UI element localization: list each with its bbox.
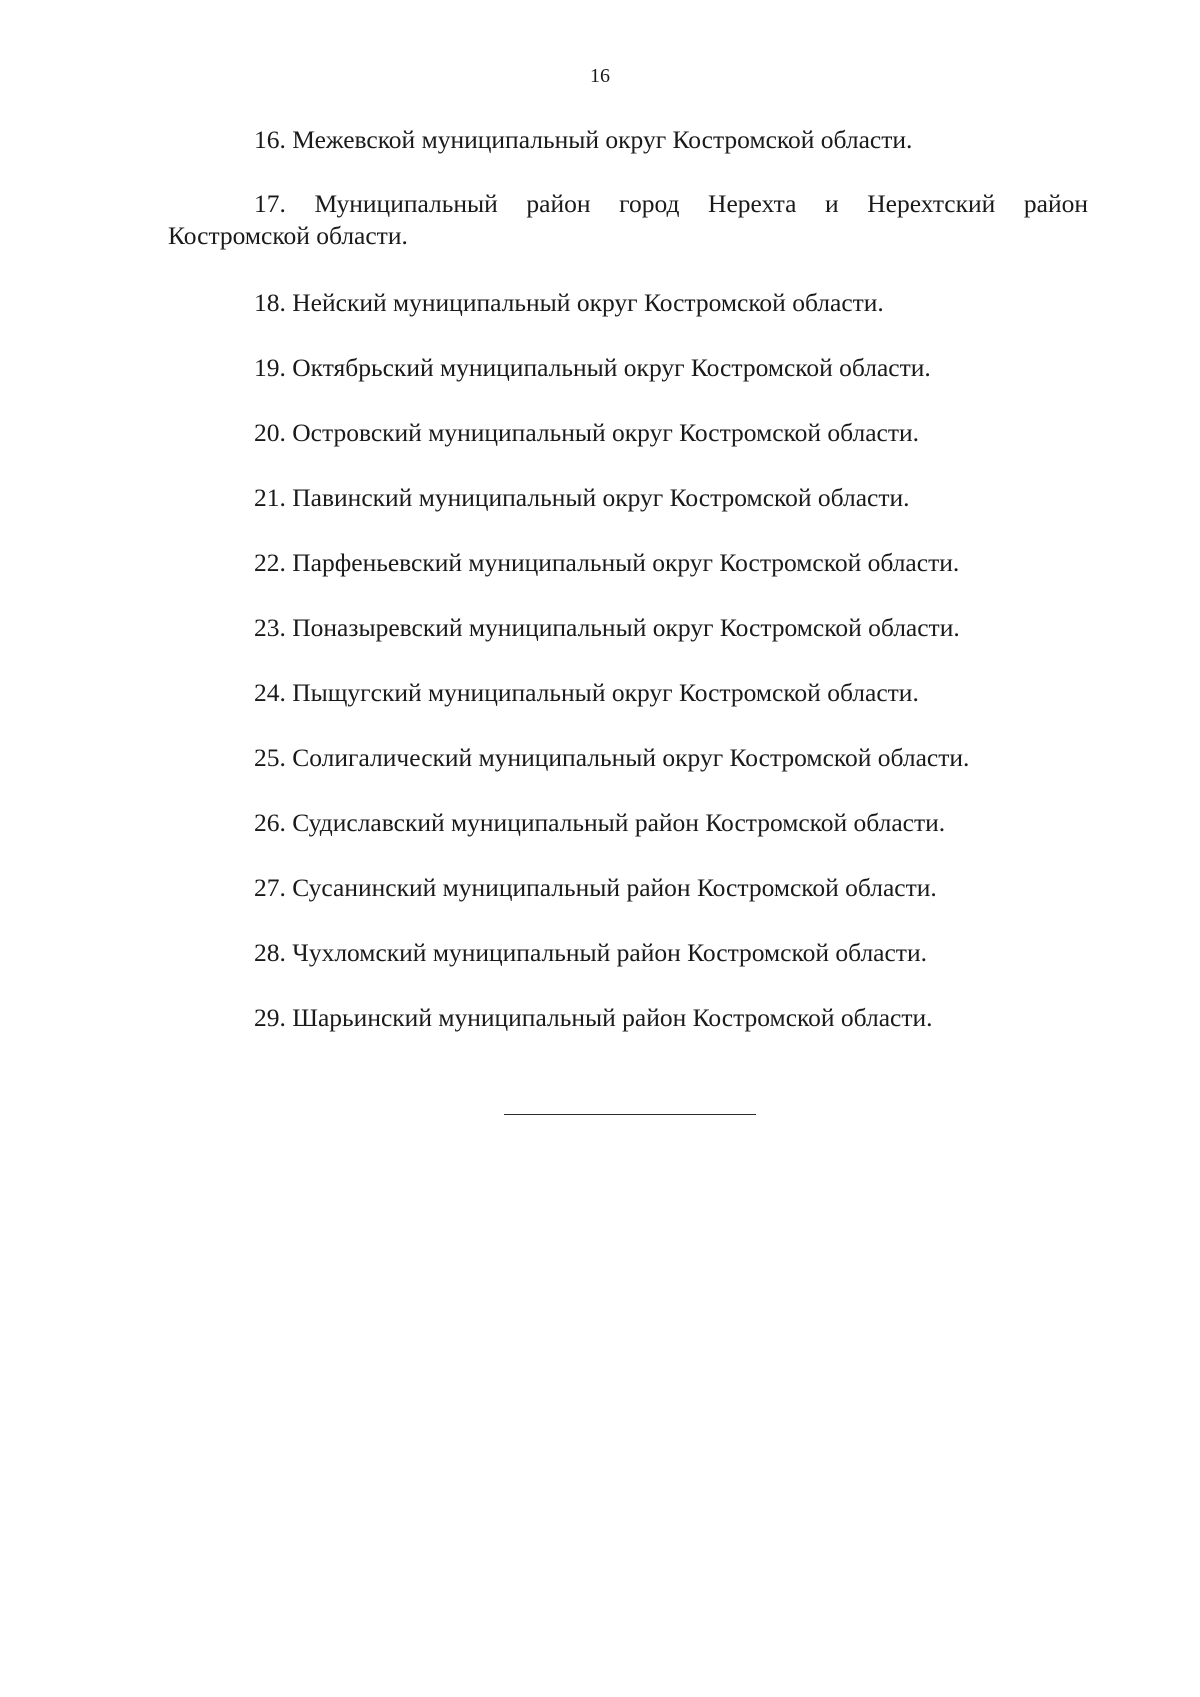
list-item — [168, 482, 1088, 514]
list-item-text: 16. Межевской муниципальный округ Костромской области. — [254, 125, 913, 154]
list-item — [168, 677, 1088, 709]
end-separator-line — [504, 1114, 756, 1115]
list-item — [168, 872, 1088, 904]
list-item — [168, 417, 1088, 449]
list-item-text: 21. Павинский муниципальный округ Костромской области. — [254, 483, 910, 512]
list-item-text: 22. Парфеньевский муниципальный округ Костромской области. — [254, 548, 960, 577]
list-item — [168, 352, 1088, 384]
list-item-text: 25. Солигалический муниципальный округ Костромской области. — [254, 743, 970, 772]
list-item — [168, 188, 1088, 252]
list-item-text: 26. Судиславский муниципальный район Костромской области. — [254, 808, 946, 837]
page-number: 16 — [590, 65, 610, 87]
list-item-text: 24. Пыщугский муниципальный округ Костромской области. — [254, 678, 919, 707]
list-item-text: 29. Шарьинский муниципальный район Костромской области. — [254, 1003, 933, 1032]
list-item — [168, 287, 1088, 319]
list-item-text: 20. Островский муниципальный округ Костромской области. — [254, 418, 920, 447]
list-item-text: 23. Поназыревский муниципальный округ Костромской области. — [254, 613, 960, 642]
list-item — [168, 937, 1088, 969]
list-item-continuation: Костромской области. — [168, 221, 408, 250]
list-item-text: 27. Сусанинский муниципальный район Костромской области. — [254, 873, 937, 902]
list-item — [168, 1002, 1088, 1034]
list-item — [168, 547, 1088, 579]
list-item-text: 18. Нейский муниципальный округ Костромской области. — [254, 288, 884, 317]
list-item-text: 28. Чухломский муниципальный район Костромской области. — [254, 938, 927, 967]
list-item — [168, 807, 1088, 839]
list-item — [168, 612, 1088, 644]
list-item-text: 19. Октябрьский муниципальный округ Костромской области. — [254, 353, 931, 382]
list-item — [168, 742, 1088, 774]
list-item — [168, 124, 1088, 156]
list-item-text: 17. Муниципальный район город Нерехта и Нерехтский район — [254, 189, 1088, 218]
